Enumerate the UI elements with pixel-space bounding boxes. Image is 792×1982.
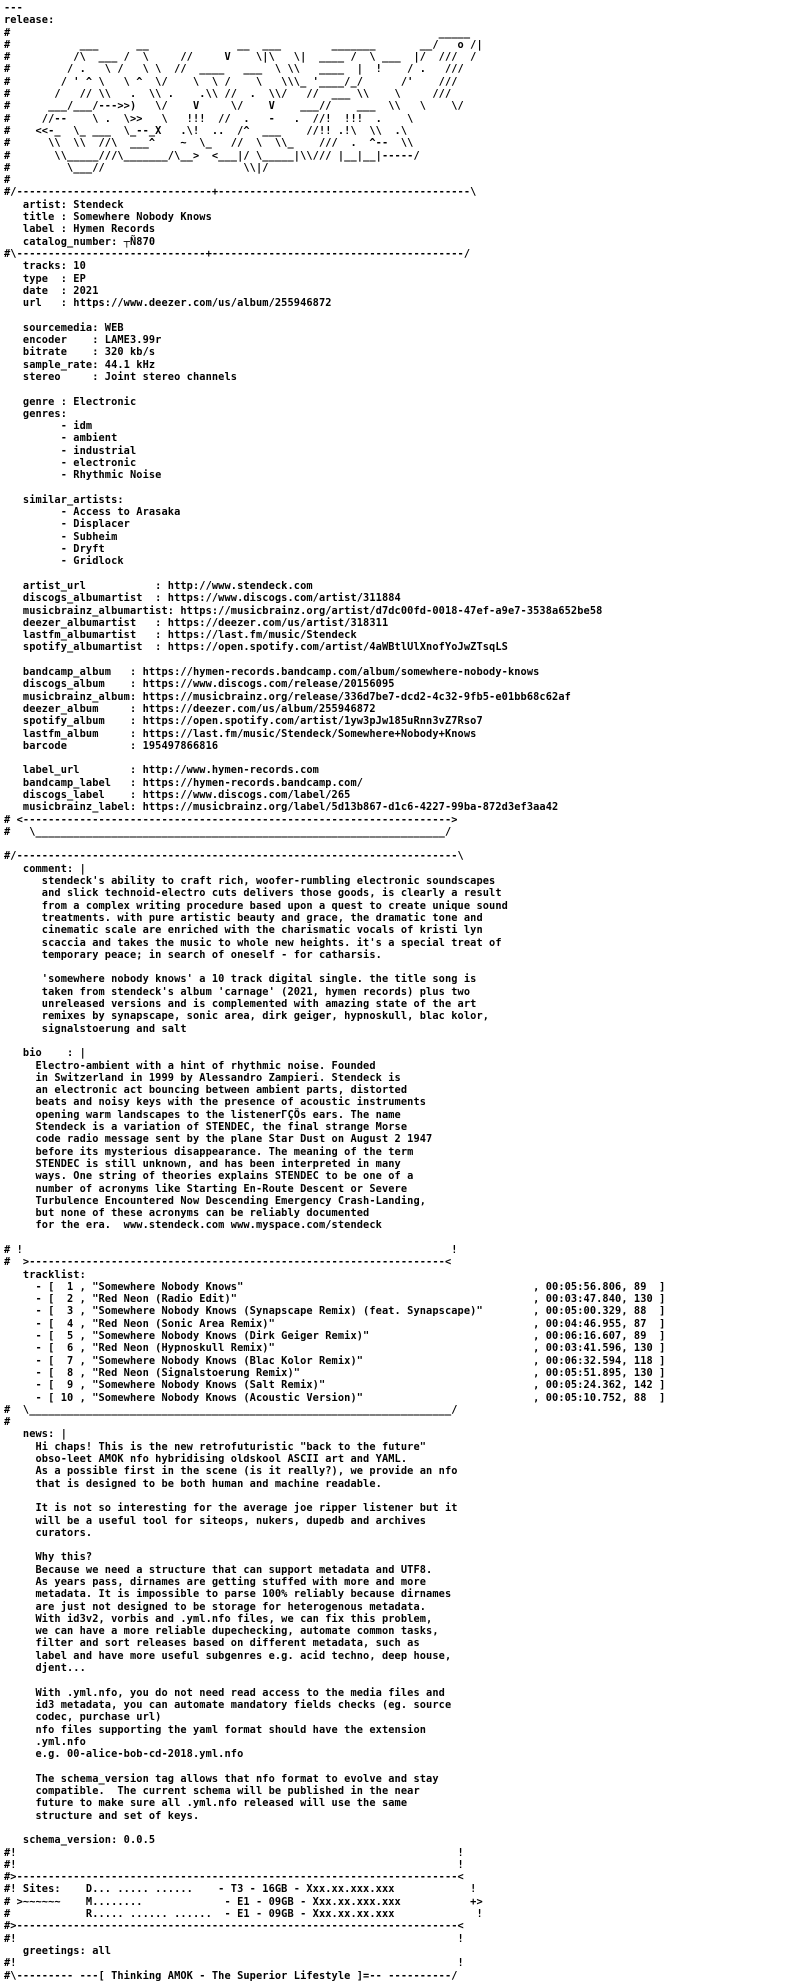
nfo-line <box>4 309 792 321</box>
nfo-line: Why this? <box>4 1551 93 1564</box>
nfo-line: spotify_albumartist : https://open.spotify.com/artist/4aWBtlUlXnofYoJwZTsqLS <box>4 641 508 654</box>
nfo-line <box>4 1822 792 1834</box>
nfo-line: and slick technoid-electro cuts delivers those goods, is clearly a result <box>4 887 502 900</box>
nfo-line: 'somewhere nobody knows' a 10 track digital single. the title song is <box>4 973 477 986</box>
nfo-line: - Access to Arasaka <box>4 506 181 519</box>
nfo-line: deezer_album : https://deezer.com/us/album/255946872 <box>4 702 376 715</box>
nfo-line: Turbulence Encountered Now Descending Emergency Crash-Landing, <box>4 1194 427 1207</box>
nfo-line: compatible. The current schema will be published in the near <box>4 1785 420 1798</box>
nfo-line: - Rhythmic Noise <box>4 469 162 482</box>
nfo-line: #! ! <box>4 1858 464 1871</box>
nfo-line: - electronic <box>4 456 137 469</box>
nfo-line: # >~~~~~~ M........ - E1 - 09GB - Xxx.xx.xxx.xxx +> <box>4 1895 483 1908</box>
nfo-line: date : 2021 <box>4 284 99 297</box>
nfo-line: opening warm landscapes to the listenerΓÇÖs ears. The name <box>4 1108 401 1121</box>
nfo-line: spotify_album : https://open.spotify.com/artist/1yw3pJw185uRnn3vZ7Rso7 <box>4 715 483 728</box>
nfo-line: are just not designed to be storage for heterogenous metadata. <box>4 1600 427 1613</box>
nfo-line: cinematic scale are enriched with the charismatic vocals of kristi lyn <box>4 924 483 937</box>
nfo-line: treatments. with pure artistic beauty and grace, the dramatic tone and <box>4 911 483 924</box>
nfo-line: discogs_albumartist : https://www.discogs.com/artist/311884 <box>4 592 401 605</box>
nfo-line: e.g. 00-alice-bob-cd-2018.yml.nfo <box>4 1748 244 1761</box>
nfo-line: genre : Electronic <box>4 395 137 408</box>
nfo-line: number of acronyms like Starting En-Route Descent or Severe <box>4 1182 408 1195</box>
nfo-line: - [ 3 , "Somewhere Nobody Knows (Synapscape Remix) (feat. Synapscape)" , 00:05:00.329, 88 ] <box>4 1305 666 1318</box>
nfo-line: - [ 9 , "Somewhere Nobody Knows (Salt Remix)" , 00:05:24.362, 142 ] <box>4 1379 666 1392</box>
nfo-line: # <box>4 1416 11 1429</box>
nfo-line: unreleased versions and is complemented with amazing state of the art <box>4 998 477 1011</box>
nfo-line: lastfm_album : https://last.fm/music/Stendeck/Somewhere+Nobody+Knows <box>4 727 477 740</box>
nfo-line: label and have more useful subgenres e.g. acid techno, deep house, <box>4 1649 452 1662</box>
nfo-line: # / . \ / \ \ // ____ ___ \ \\ ____ | ! / . /// <box>4 63 464 76</box>
nfo-line: discogs_label : https://www.discogs.com/label/265 <box>4 789 351 801</box>
nfo-line: ways. One string of theories explains STENDEC to be one of a <box>4 1170 414 1183</box>
nfo-line: bandcamp_album : https://hymen-records.bandcamp.com/album/somewhere-nobody-knows <box>4 666 540 679</box>
nfo-line <box>4 1760 792 1772</box>
nfo-line: # /\ ___ / \ // V \|\ \| ____ / \ ___ |/ /// / <box>4 51 477 64</box>
nfo-line: release: <box>4 14 55 27</box>
nfo-line: metadata. It is impossible to parse 100% reliably because dirnames <box>4 1588 452 1601</box>
nfo-line: With id3v2, vorbis and .yml.nfo files, we can fix this problem, <box>4 1612 433 1625</box>
nfo-line: # <<-_ \_ ___ \_--_X .\! .. /^ ___ //!! .!\ \\ .\ <box>4 124 408 137</box>
nfo-line: encoder : LAME3.99r <box>4 334 162 347</box>
nfo-line: The schema_version tag allows that nfo format to evolve and stay <box>4 1772 439 1785</box>
nfo-line: # \\ \\ //\ ___^ ~ \_ // \ \\_ /// . ^-- \\ <box>4 137 414 150</box>
nfo-line: --- <box>4 2 23 14</box>
nfo-line: # \_________________________________________________________________/ <box>4 825 452 838</box>
nfo-line <box>4 1674 792 1686</box>
nfo-line: filter and sort releases based on different metadata, such as <box>4 1637 420 1650</box>
nfo-line: label : Hymen Records <box>4 223 156 236</box>
nfo-line: # _____ <box>4 26 471 39</box>
nfo-line: #\--------- ---[ Thinking AMOK - The Superior Lifestyle ]=-- ----------/ <box>4 1969 458 1982</box>
nfo-line: sourcemedia: WEB <box>4 321 124 334</box>
nfo-line: schema_version: 0.0.5 <box>4 1834 156 1847</box>
nfo-line: title : Somewhere Nobody Knows <box>4 211 212 224</box>
nfo-line: scaccia and takes the music to whole new heights. it's a special treat of <box>4 936 502 949</box>
nfo-line: structure and set of keys. <box>4 1809 200 1822</box>
nfo-line: we can have a more reliable dupechecking, automate common tasks, <box>4 1625 439 1638</box>
nfo-line: - [ 1 , "Somewhere Nobody Knows" , 00:05:56.806, 89 ] <box>4 1280 666 1293</box>
nfo-line: artist_url : http://www.stendeck.com <box>4 579 313 592</box>
nfo-line: # R..... ...... ...... - E1 - 09GB - Xxx.xx.xx.xxx ! <box>4 1908 483 1921</box>
nfo-line: Because we need a structure that can support metadata and UTF8. <box>4 1563 433 1576</box>
nfo-line: As years pass, dirnames are getting stuffed with more and more <box>4 1576 427 1588</box>
nfo-line: curators. <box>4 1526 93 1539</box>
nfo-line: barcode : 195497866816 <box>4 739 219 752</box>
nfo-line: - industrial <box>4 444 137 457</box>
nfo-line: #! Sites: D... ..... ...... - T3 - 16GB - Xxx.xx.xxx.xxx ! <box>4 1883 477 1896</box>
nfo-line <box>4 752 792 764</box>
nfo-line: label_url : http://www.hymen-records.com <box>4 764 319 777</box>
nfo-line: #>----------------------------------------------------------------------< <box>4 1871 464 1884</box>
nfo-line: url : https://www.deezer.com/us/album/255946872 <box>4 297 332 310</box>
nfo-line: #/----------------------------------------------------------------------\ <box>4 850 464 863</box>
nfo-line: comment: | <box>4 862 86 875</box>
nfo-line: .yml.nfo <box>4 1735 86 1748</box>
nfo-line: future to make sure all .yml.nfo released will use the same <box>4 1797 408 1810</box>
nfo-line: It is not so interesting for the average joe ripper listener but it <box>4 1502 458 1515</box>
nfo-line: for the era. www.stendeck.com www.myspace.com/stendeck <box>4 1219 382 1232</box>
nfo-line: #! ! <box>4 1957 464 1970</box>
nfo-line: STENDEC is still unknown, and has been interpreted in many <box>4 1157 401 1170</box>
nfo-line: - [ 10 , "Somewhere Nobody Knows (Acoustic Version)" , 00:05:10.752, 88 ] <box>4 1391 666 1404</box>
nfo-line: # ___ __ __ ___ _______ __/ o /| <box>4 38 483 51</box>
nfo-line: greetings: all <box>4 1944 112 1957</box>
nfo-line: Hi chaps! This is the new retrofuturistic "back to the future" <box>4 1440 427 1453</box>
nfo-line: will be a useful tool for siteops, nukers, dupedb and archives <box>4 1514 427 1527</box>
nfo-line: - [ 8 , "Red Neon (Signalstoerung Remix)" , 00:05:51.895, 130 ] <box>4 1366 666 1379</box>
nfo-line: #! ! <box>4 1846 464 1859</box>
nfo-line <box>4 1539 792 1551</box>
nfo-line: id3 metadata, you can automate mandatory fields checks (eg. source <box>4 1698 452 1711</box>
nfo-line: beats and noisy keys with the presence of acoustic instruments <box>4 1096 427 1109</box>
nfo-line: #\------------------------------+----------------------------------------/ <box>4 247 471 260</box>
nfo-line: #/-------------------------------+----------------------------------------\ <box>4 186 477 199</box>
nfo-line: djent... <box>4 1662 86 1675</box>
nfo-line: nfo files supporting the yaml format should have the extension <box>4 1723 427 1736</box>
nfo-line <box>4 961 792 973</box>
nfo-line: musicbrainz_albumartist: https://musicbrainz.org/artist/d7dc00fd-0018-47ef-a9e7-3538a652be58 <box>4 604 603 617</box>
nfo-line: # <box>4 174 11 187</box>
nfo-line: code radio message sent by the plane Star Dust on August 2 1947 <box>4 1133 433 1146</box>
nfo-line: # / ' ^ \ \ ^ \/ \ \ / \ \\\_ '____/_/ /' /// <box>4 75 458 88</box>
nfo-line: genres: <box>4 407 67 420</box>
nfo-line <box>4 838 792 850</box>
nfo-line: in Switzerland in 1999 by Alessandro Zampieri. Stendeck is <box>4 1071 401 1084</box>
nfo-line <box>4 1490 792 1502</box>
nfo-line: bandcamp_label : https://hymen-records.bandcamp.com/ <box>4 776 364 789</box>
nfo-line: bitrate : 320 kb/s <box>4 346 156 359</box>
nfo-line: codec, purchase url) <box>4 1711 162 1724</box>
nfo-line: catalog_number: ┬Ñ870 <box>4 235 156 248</box>
nfo-line: # \\_____///\_______/\__> <___|/ \_____|\\/// |__|__|-----/ <box>4 149 420 162</box>
nfo-line: With .yml.nfo, you do not need read access to the media files and <box>4 1686 445 1699</box>
nfo-line <box>4 383 792 395</box>
nfo-line: deezer_albumartist : https://deezer.com/us/artist/318311 <box>4 616 389 629</box>
nfo-line: similar_artists: <box>4 493 124 506</box>
nfo-line: artist: Stendeck <box>4 198 124 211</box>
nfo-line: #! ! <box>4 1932 464 1945</box>
nfo-line: remixes by synapscape, sonic area, dirk geiger, hypnoskull, blac kolor, <box>4 1010 490 1023</box>
nfo-line: tracks: 10 <box>4 260 86 273</box>
nfo-line: - [ 6 , "Red Neon (Hypnoskull Remix)" , 00:03:41.596, 130 ] <box>4 1342 666 1355</box>
nfo-line: taken from stendeck's album 'carnage' (2021, hymen records) plus two <box>4 985 471 998</box>
nfo-line <box>4 482 792 494</box>
nfo-line: - ambient <box>4 432 118 445</box>
nfo-line: - Subheim <box>4 530 118 543</box>
nfo-line: discogs_album : https://www.discogs.com/release/20156095 <box>4 678 395 691</box>
nfo-line: lastfm_albumartist : https://last.fm/music/Stendeck <box>4 629 357 642</box>
nfo-line: # / // \\ . \\ . .\\ // . \\/ // ___ \\ \ /// <box>4 88 452 101</box>
nfo-line: - [ 4 , "Red Neon (Sonic Area Remix)" , 00:04:46.955, 87 ] <box>4 1317 666 1330</box>
nfo-line: # \___// \\|/ <box>4 161 269 174</box>
nfo-line: stereo : Joint stereo channels <box>4 370 238 383</box>
nfo-line: musicbrainz_album: https://musicbrainz.org/release/336d7be7-dcd2-4c32-9fb5-e01bb68c62af <box>4 690 571 703</box>
nfo-line: As a possible first in the scene (is it really?), we provide an nfo <box>4 1465 458 1478</box>
nfo-line: # \___________________________________________________________________/ <box>4 1403 458 1416</box>
nfo-line <box>4 1035 792 1047</box>
nfo-line: that is designed to be both human and machine readable. <box>4 1477 382 1490</box>
nfo-line: Electro-ambient with a hint of rhythmic noise. Founded <box>4 1059 376 1072</box>
nfo-line: - [ 5 , "Somewhere Nobody Knows (Dirk Geiger Remix)" , 00:06:16.607, 89 ] <box>4 1330 666 1343</box>
nfo-line: Stendeck is a variation of STENDEC, the final strange Morse <box>4 1121 408 1134</box>
nfo-line: - Gridlock <box>4 555 124 568</box>
nfo-line <box>4 654 792 666</box>
nfo-line: from a complex writing procedure based upon a quest to create unique sound <box>4 899 508 912</box>
nfo-line: obso-leet AMOK nfo hybridising oldskool ASCII art and YAML. <box>4 1453 408 1466</box>
nfo-line: tracklist: <box>4 1268 86 1281</box>
nfo-line: sample_rate: 44.1 kHz <box>4 358 156 371</box>
nfo-line <box>4 568 792 580</box>
nfo-line <box>4 1232 792 1244</box>
nfo-line: type : EP <box>4 272 86 285</box>
nfo-line: - Dryft <box>4 543 105 556</box>
nfo-line: - [ 7 , "Somewhere Nobody Knows (Blac Kolor Remix)" , 00:06:32.594, 118 ] <box>4 1354 666 1367</box>
nfo-line: signalstoerung and salt <box>4 1022 187 1035</box>
nfo-line: news: | <box>4 1428 67 1441</box>
nfo-line: stendeck's ability to craft rich, woofer-rumbling electronic soundscapes <box>4 875 496 888</box>
nfo-line: # <--------------------------------------------------------------------> <box>4 813 458 826</box>
nfo-line: but none of these acronyms can be reliably documented <box>4 1207 370 1220</box>
nfo-line: an electronic act bouncing between ambient parts, distorted <box>4 1084 408 1097</box>
nfo-line: musicbrainz_label: https://musicbrainz.org/label/5d13b867-d1c6-4227-99ba-872d3ef3aa42 <box>4 801 559 814</box>
nfo-line: # ___/___/--->>) \/ V \/ V ___// ___ \\ \ \/ <box>4 100 464 113</box>
nfo-line: # //-- \ . \>> \ !!! // . - . //! !!! . \ <box>4 112 414 125</box>
nfo-line: # ! ! <box>4 1243 458 1256</box>
nfo-line: temporary peace; in search of oneself - for catharsis. <box>4 948 382 961</box>
nfo-line: # >------------------------------------------------------------------< <box>4 1256 452 1269</box>
nfo-line: - [ 2 , "Red Neon (Radio Edit)" , 00:03:47.840, 130 ] <box>4 1293 666 1306</box>
nfo-line: #>----------------------------------------------------------------------< <box>4 1920 464 1933</box>
nfo-line: - idm <box>4 420 93 433</box>
nfo-line: bio : | <box>4 1047 86 1060</box>
nfo-line: before its mysterious disappearance. The meaning of the term <box>4 1145 414 1158</box>
nfo-line: - Displacer <box>4 518 130 531</box>
